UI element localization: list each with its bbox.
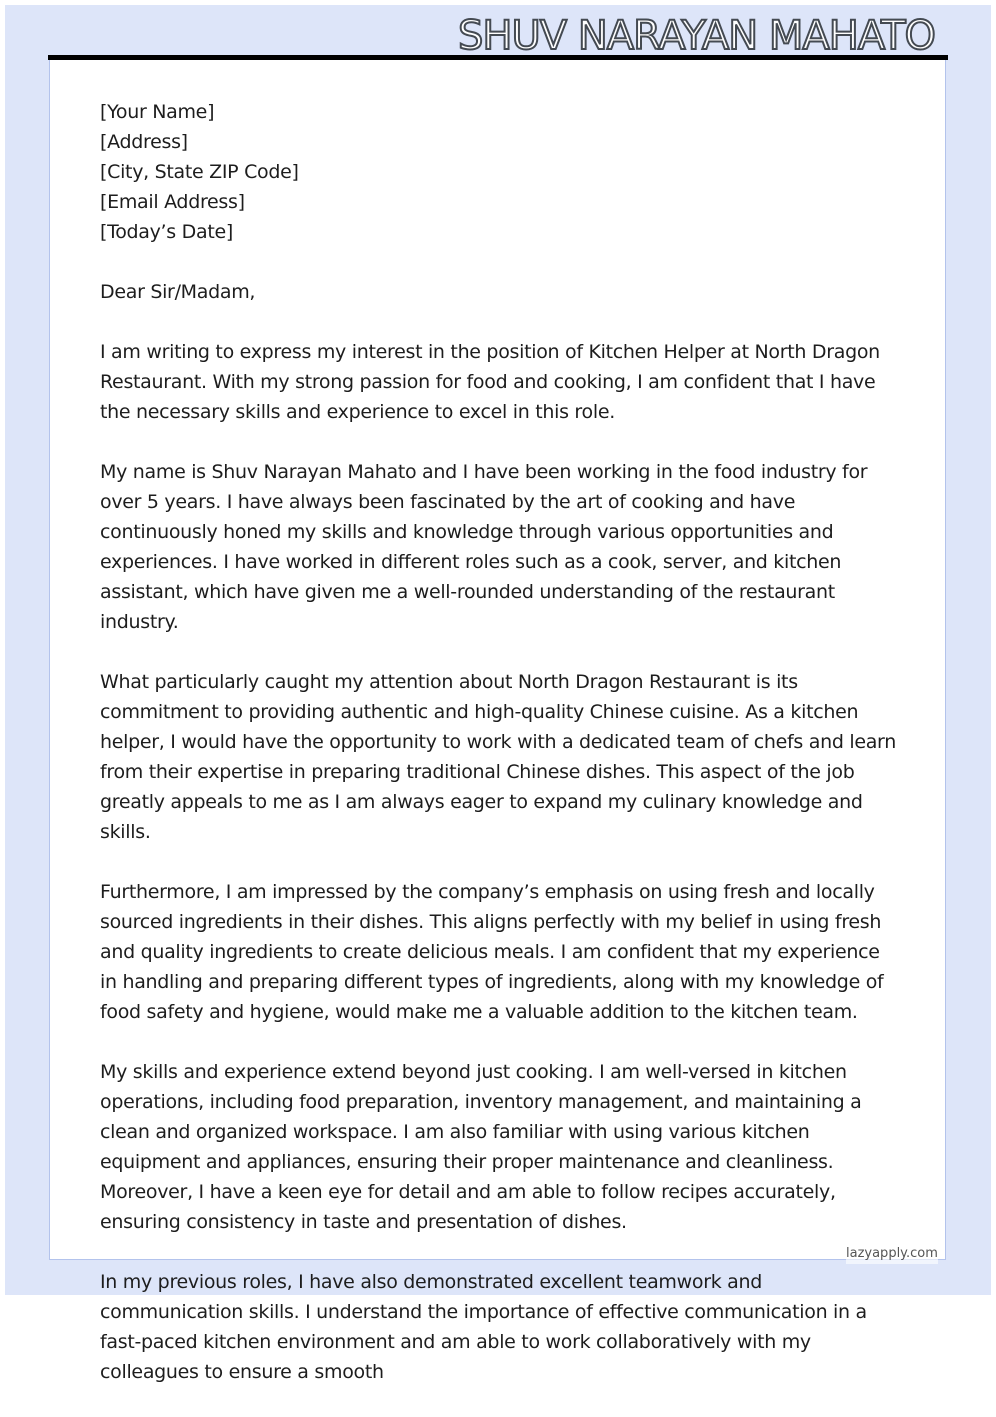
sender-block	[100, 97, 900, 247]
paragraph-skills: My skills and experience extend beyond just cooking. I am well-versed in kitchen operations, including food preparation, inventory management, and maintaining a clean and organized workspace. I am also familiar with using various kitchen equipment and appliances, ensuring their proper maintenance and cleanliness. Moreover, I have a keen eye for detail and am able to follow recipes accurately, ensuring consistency in taste and presentation of dishes.	[100, 1061, 862, 1233]
applicant-name-heading: SHUV NARAYAN MAHATO	[458, 13, 935, 59]
paragraph-restaurant: What particularly caught my attention about North Dragon Restaurant is its commitment to providing authentic and high-quality Chinese cuisine. As a kitchen helper, I would have the opportunity to work with a dedicated team of chefs and learn from their expertise in preparing traditional Chinese dishes. This aspect of the job greatly appeals to me as I am always eager to expand my culinary knowledge and skills.	[100, 671, 896, 843]
paragraph-teamwork: In my previous roles, I have also demonstrated excellent teamwork and communication skills. I understand the importance of effective communication in a fast-paced kitchen environment and am able to work collaboratively with my colleagues to ensure a smooth	[100, 1271, 867, 1383]
cover-letter-body	[100, 97, 900, 1417]
sender-city-state-zip: [City, State ZIP Code]	[100, 161, 299, 183]
paragraph-interest: I am writing to express my interest in the position of Kitchen Helper at North Dragon Restaurant. With my strong passion for food and cooking, I am confident that I have the necessary skills and experience to excel in this role.	[100, 341, 880, 423]
paragraph-ingredients: Furthermore, I am impressed by the company’s emphasis on using fresh and locally sourced ingredients in their dishes. This aligns perfectly with my belief in using fresh and quality ingredients to create delicious meals. I am confident that my experience in handling and preparing different types of ingredients, along with my knowledge of food safety and hygiene, would make me a valuable addition to the kitchen team.	[100, 881, 884, 1023]
salutation: Dear Sir/Madam,	[100, 281, 256, 303]
sender-email: [Email Address]	[100, 191, 245, 213]
watermark-link[interactable]: lazyapply.com	[846, 1244, 938, 1264]
sender-name: [Your Name]	[100, 101, 215, 123]
letter-date: [Today’s Date]	[100, 221, 233, 243]
paragraph-experience: My name is Shuv Narayan Mahato and I have been working in the food industry for over 5 years. I have always been fascinated by the art of cooking and have continuously honed my skills and knowledge through various opportunities and experiences. I have worked in different roles such as a cook, server, and kitchen assistant, which have given me a well-rounded understanding of the restaurant industry.	[100, 461, 868, 633]
sender-address: [Address]	[100, 131, 188, 153]
